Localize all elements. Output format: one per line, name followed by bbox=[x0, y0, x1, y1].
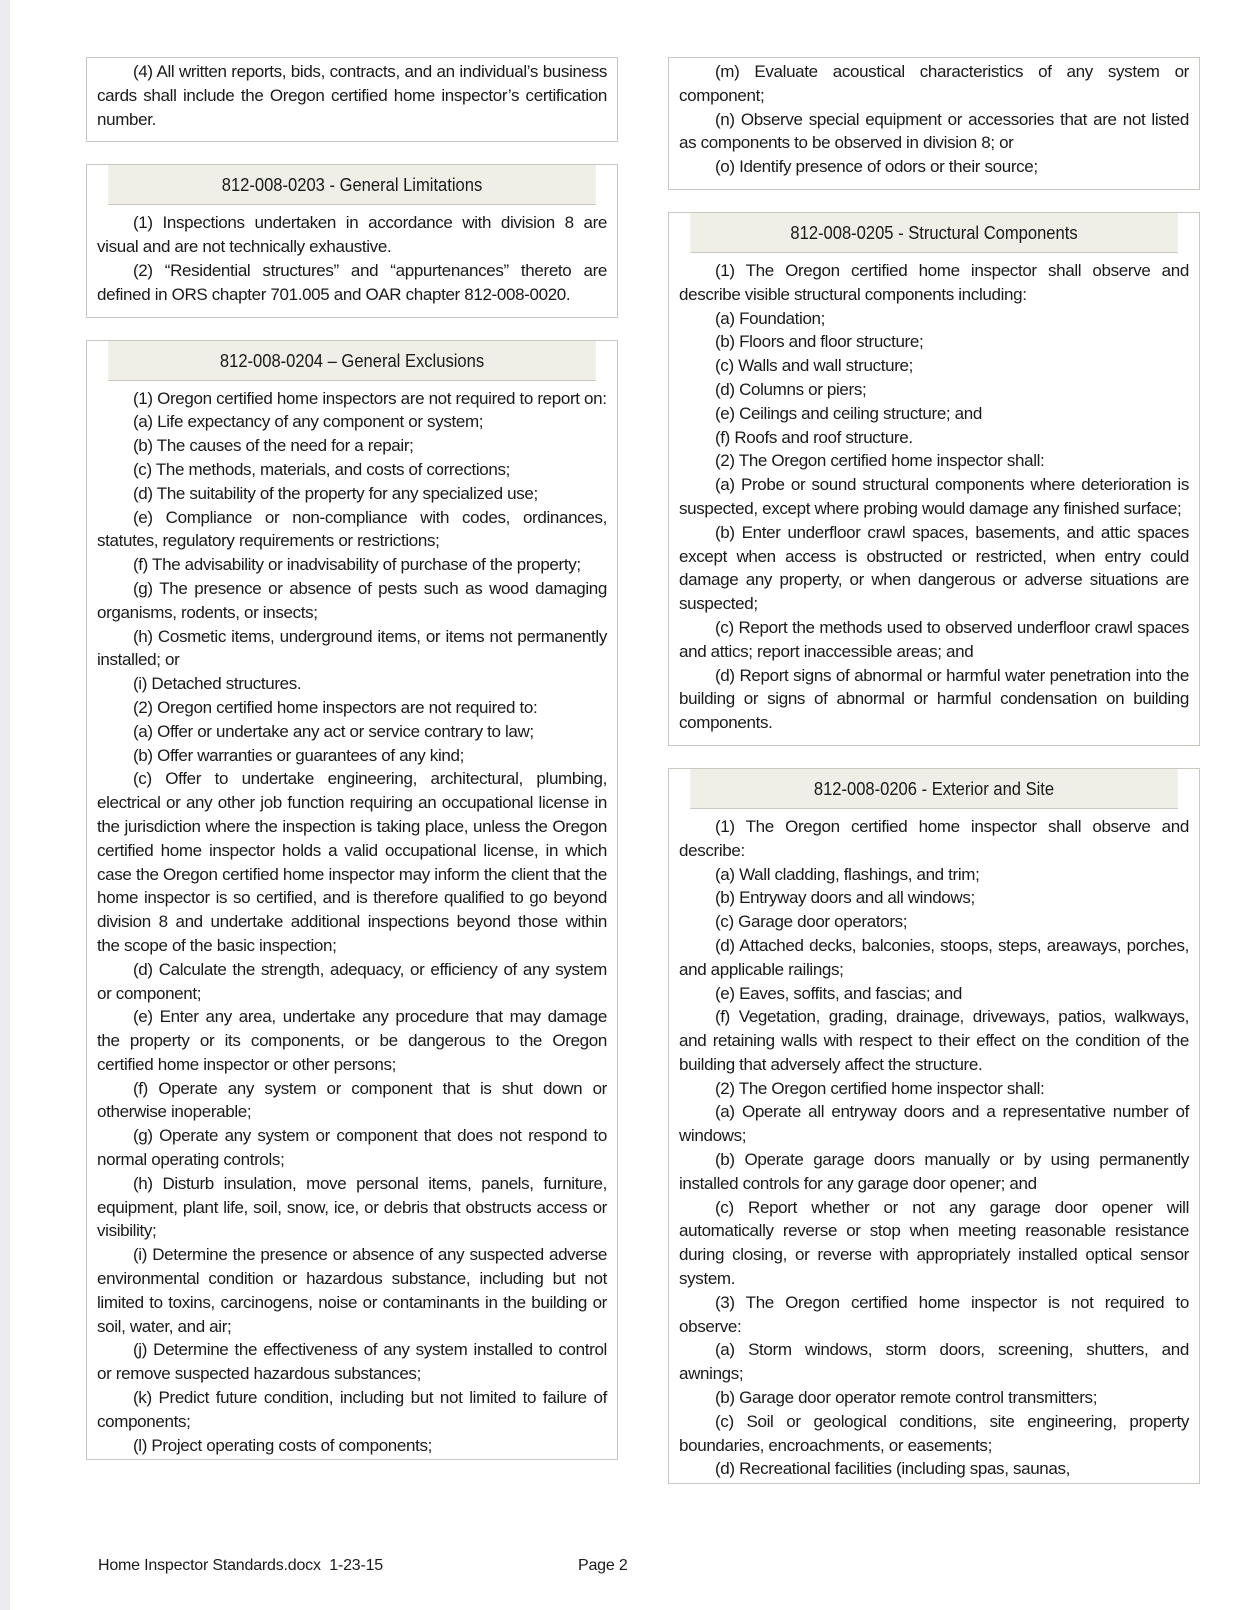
paragraph: (b) Operate garage doors manually or by using permanently installed controls for any garage door opener; and bbox=[679, 1150, 1189, 1193]
paragraph: (a) Storm windows, storm doors, screening, shutters, and awnings; bbox=[679, 1340, 1189, 1384]
paragraph: (c) Walls and wall structure; bbox=[715, 356, 913, 376]
section-box-structural-components bbox=[668, 212, 1200, 746]
paragraph: (g) Operate any system or component that does not respond to normal operating controls; bbox=[97, 1126, 607, 1170]
paragraph: (4) All written reports, bids, contracts, and an individual’s business cards shall include the Oregon certified home inspector’s certification number. bbox=[97, 62, 607, 129]
section-box-general-limitations bbox=[86, 164, 618, 317]
left-column bbox=[86, 57, 618, 1460]
paragraph: (f) Operate any system or component that is shut down or otherwise inoperable; bbox=[97, 1078, 607, 1122]
paragraph: (a) Life expectancy of any component or system; bbox=[133, 412, 484, 432]
paragraph: (2) “Residential structures” and “appurtenances” thereto are defined in ORS chapter 701.005 and OAR chapter 812-008-0020. bbox=[97, 260, 607, 304]
paragraph: (d) Columns or piers; bbox=[715, 379, 867, 399]
paragraph: (e) Compliance or non-compliance with codes, ordinances, statutes, regulatory requirements or restrictions; bbox=[97, 507, 607, 551]
paragraph: (2) The Oregon certified home inspector shall: bbox=[715, 1078, 1045, 1098]
right-column bbox=[668, 57, 1200, 1484]
paragraph: (m) Evaluate acoustical characteristics of any system or component; bbox=[679, 62, 1189, 105]
footer-page-number: Page 2 bbox=[578, 1557, 628, 1574]
section-heading: 812-008-0206 - Exterior and Site bbox=[690, 769, 1178, 809]
paragraph: (b) Enter underfloor crawl spaces, basements, and attic spaces except when access is obstructed or restricted, when entry could damage any property, or when dangerous or adverse situations are suspected; bbox=[679, 522, 1189, 614]
paragraph: (h) Cosmetic items, underground items, or items not permanently installed; or bbox=[97, 626, 607, 670]
paragraph: (f) Vegetation, grading, drainage, driveways, patios, walkways, and retaining walls with respect to their effect on the condition of the building that adversely affect the structure. bbox=[679, 1007, 1189, 1074]
paragraph: (a) Foundation; bbox=[715, 308, 826, 328]
paragraph: (g) The presence or absence of pests such as wood damaging organisms, rodents, or insects; bbox=[97, 578, 607, 622]
paragraph: (a) Wall cladding, flashings, and trim; bbox=[715, 864, 980, 884]
paragraph: (c) Offer to undertake engineering, architectural, plumbing, electrical or any other job function requiring an occupational license in the jurisdiction where the inspection is taking place, unless the Oregon certified home inspector holds a valid occupational license, in which case the Oregon certified home inspector may inform the client that the home inspector is so certified, and is therefore qualified to go beyond division 8 and undertake additional inspections beyond those within the scope of the basic inspection; bbox=[97, 769, 607, 955]
paragraph: (h) Disturb insulation, move personal items, panels, furniture, equipment, plant life, soil, snow, ice, or debris that obstructs access or visibility; bbox=[97, 1173, 607, 1241]
paragraph: (d) The suitability of the property for any specialized use; bbox=[133, 483, 538, 503]
paragraph: (2) Oregon certified home inspectors are not required to: bbox=[133, 697, 538, 717]
paragraph: (n) Observe special equipment or accessories that are not listed as components to be observed in division 8; or bbox=[679, 109, 1189, 153]
paragraph: (d) Calculate the strength, adequacy, or efficiency of any system or component; bbox=[97, 959, 607, 1003]
paragraph: (b) Floors and floor structure; bbox=[715, 332, 924, 352]
paragraph: (c) The methods, materials, and costs of corrections; bbox=[133, 459, 511, 479]
paragraph: (a) Probe or sound structural components where deterioration is suspected, except where probing would damage any finished surface; bbox=[679, 475, 1189, 518]
paragraph: (a) Offer or undertake any act or service contrary to law; bbox=[133, 721, 534, 741]
paragraph: (i) Detached structures. bbox=[133, 674, 302, 694]
paragraph: (1) Oregon certified home inspectors are not required to report on: bbox=[133, 388, 607, 408]
paragraph: (e) Enter any area, undertake any procedure that may damage the property or its components, or be dangerous to the Oregon certified home inspector or other persons; bbox=[97, 1007, 607, 1074]
paragraph: (f) Roofs and roof structure. bbox=[715, 427, 913, 447]
paragraph: (l) Project operating costs of components; bbox=[133, 1435, 433, 1455]
paragraph: (d) Report signs of abnormal or harmful water penetration into the building or signs of abnormal or harmful condensation on building components. bbox=[679, 665, 1189, 733]
paragraph: (b) Entryway doors and all windows; bbox=[715, 888, 975, 908]
paragraph: (1) The Oregon certified home inspector shall observe and describe: bbox=[679, 816, 1189, 860]
paragraph: (f) The advisability or inadvisability of purchase of the property; bbox=[133, 555, 581, 575]
paragraph: (c) Garage door operators; bbox=[715, 912, 908, 932]
paragraph: (e) Eaves, soffits, and fascias; and bbox=[715, 983, 962, 1003]
section-box-exterior-and-site bbox=[668, 768, 1200, 1484]
paragraph: (2) The Oregon certified home inspector shall: bbox=[715, 451, 1045, 471]
paragraph: (b) The causes of the need for a repair; bbox=[133, 436, 414, 456]
paragraph: (k) Predict future condition, including but not limited to failure of components; bbox=[97, 1388, 607, 1431]
section-heading: 812-008-0203 - General Limitations bbox=[108, 165, 596, 205]
section-heading: 812-008-0204 – General Exclusions bbox=[108, 341, 596, 381]
section-box-general-exclusions bbox=[86, 340, 618, 1461]
paragraph: (j) Determine the effectiveness of any system installed to control or remove suspected hazardous substances; bbox=[97, 1340, 607, 1384]
paragraph: (a) Operate all entryway doors and a representative number of windows; bbox=[679, 1102, 1189, 1146]
footer-file-label: Home Inspector Standards.docx 1-23-15 bbox=[98, 1557, 384, 1574]
paragraph: (3) The Oregon certified home inspector is not required to observe: bbox=[679, 1292, 1189, 1336]
page-edge bbox=[0, 0, 10, 1610]
paragraph: (c) Report whether or not any garage door opener will automatically reverse or stop when meeting reasonable resistance during closing, or reverse with appropriately installed optical sensor system. bbox=[679, 1197, 1189, 1289]
paragraph: (1) The Oregon certified home inspector shall observe and describe visible structural components including: bbox=[679, 260, 1189, 304]
section-heading: 812-008-0205 - Structural Components bbox=[690, 213, 1178, 253]
paragraph: (1) Inspections undertaken in accordance with division 8 are visual and are not technically exhaustive. bbox=[97, 213, 607, 257]
paragraph: (b) Offer warranties or guarantees of any kind; bbox=[133, 745, 464, 765]
paragraph: (b) Garage door operator remote control transmitters; bbox=[715, 1388, 1098, 1408]
section-box-certification-number bbox=[86, 57, 618, 142]
paragraph: (c) Soil or geological conditions, site engineering, property boundaries, encroachments, or easements; bbox=[679, 1411, 1189, 1455]
paragraph: (d) Recreational facilities (including spas, saunas, bbox=[715, 1459, 1071, 1479]
paragraph: (c) Report the methods used to observed underfloor crawl spaces and attics; report inaccessible areas; and bbox=[679, 617, 1189, 661]
section-box-exclusions-continued bbox=[668, 57, 1200, 190]
paragraph: (i) Determine the presence or absence of any suspected adverse environmental condition or hazardous substance, including but not limited to toxins, carcinogens, noise or contaminants in the building or soil, water, and air; bbox=[97, 1245, 607, 1336]
paragraph: (e) Ceilings and ceiling structure; and bbox=[715, 403, 982, 423]
paragraph: (o) Identify presence of odors or their source; bbox=[715, 157, 1038, 177]
paragraph: (d) Attached decks, balconies, stoops, steps, areaways, porches, and applicable railings; bbox=[679, 935, 1189, 979]
